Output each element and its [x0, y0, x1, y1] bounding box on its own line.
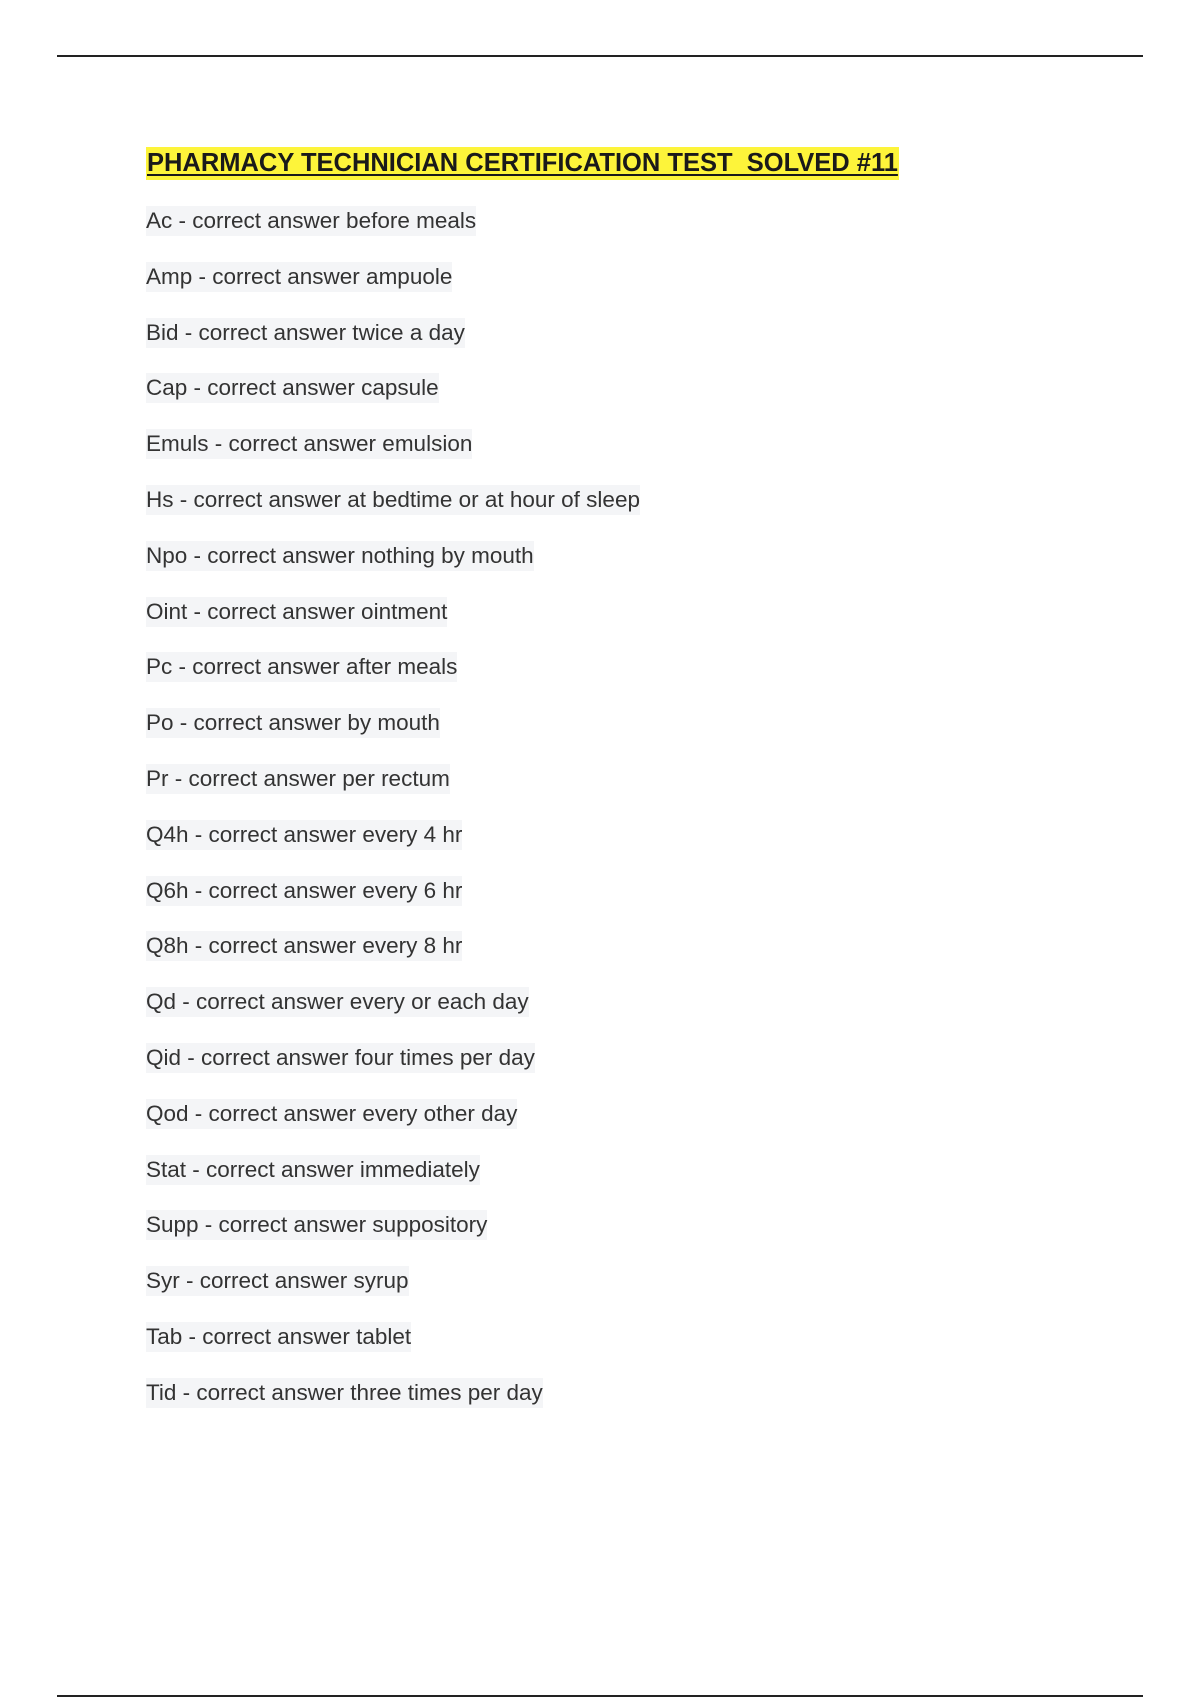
- list-item: Tab - correct answer tablet: [146, 1318, 640, 1374]
- list-item: Npo - correct answer nothing by mouth: [146, 537, 640, 593]
- header-rule: [57, 55, 1143, 57]
- list-item: Stat - correct answer immediately: [146, 1151, 640, 1207]
- list-item: Emuls - correct answer emulsion: [146, 425, 640, 481]
- list-item: Bid - correct answer twice a day: [146, 314, 640, 370]
- list-item: Pr - correct answer per rectum: [146, 760, 640, 816]
- qa-list: [146, 202, 640, 1430]
- list-item: Qd - correct answer every or each day: [146, 983, 640, 1039]
- title-text: PHARMACY TECHNICIAN CERTIFICATION TEST SOLVED #11: [146, 147, 899, 180]
- page-title: [146, 143, 899, 183]
- list-item: Tid - correct answer three times per day: [146, 1374, 640, 1430]
- list-item: Qid - correct answer four times per day: [146, 1039, 640, 1095]
- list-item: Cap - correct answer capsule: [146, 369, 640, 425]
- list-item: Q6h - correct answer every 6 hr: [146, 872, 640, 928]
- list-item: Pc - correct answer after meals: [146, 648, 640, 704]
- list-item: Oint - correct answer ointment: [146, 593, 640, 649]
- list-item: Supp - correct answer suppository: [146, 1206, 640, 1262]
- list-item: Syr - correct answer syrup: [146, 1262, 640, 1318]
- list-item: Qod - correct answer every other day: [146, 1095, 640, 1151]
- list-item: Po - correct answer by mouth: [146, 704, 640, 760]
- list-item: Amp - correct answer ampuole: [146, 258, 640, 314]
- footer-rule: [57, 1695, 1143, 1697]
- list-item: Ac - correct answer before meals: [146, 202, 640, 258]
- list-item: Q8h - correct answer every 8 hr: [146, 927, 640, 983]
- list-item: Hs - correct answer at bedtime or at hour of sleep: [146, 481, 640, 537]
- list-item: Q4h - correct answer every 4 hr: [146, 816, 640, 872]
